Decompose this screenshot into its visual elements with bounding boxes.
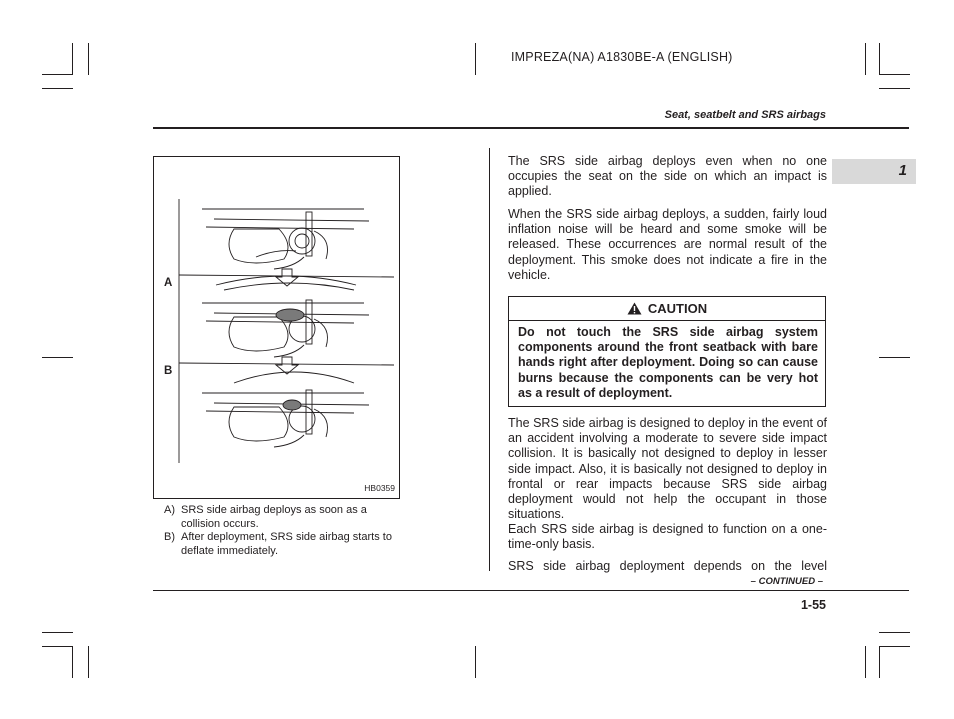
airbag-illustration [154, 157, 399, 498]
occupant-frame-1 [202, 209, 369, 269]
paragraph-1: The SRS side airbag deploys even when no one occupies the seat on the side on which an impact is applied. [508, 154, 827, 199]
caution-box [508, 296, 826, 407]
figure-code: HB0359 [364, 483, 395, 493]
caption-text: SRS side airbag deploys as soon as a collision occurs. [181, 504, 367, 530]
paragraph-4: Each SRS side airbag is designed to function on a one-time-only basis. [508, 522, 827, 552]
occupant-frame-2 [202, 276, 369, 357]
chapter-tab [832, 159, 916, 184]
caption-item [164, 531, 394, 558]
column-divider [489, 148, 490, 571]
header-rule [153, 127, 909, 129]
footer-rule [153, 590, 909, 591]
caution-title: CAUTION [647, 301, 708, 316]
figure-label-b: B [164, 365, 173, 377]
occupant-frame-3 [202, 372, 369, 447]
paragraph-3: The SRS side airbag is designed to deploy in the event of an accident involving a moderate to severe side impact collision. It is basically not designed to deploy in lesser side impact. Also, it is basically not designed to deploy in frontal or rear impacts because SRS side airbag deployment would not help the occupant in those situations. [508, 416, 827, 522]
warning-triangle-icon [627, 302, 642, 315]
chapter-number: 1 [898, 162, 907, 179]
airbag-deployment-figure [153, 156, 400, 499]
caption-key: B) [164, 531, 175, 543]
section-title: Seat, seatbelt and SRS airbags [664, 109, 826, 121]
continued-note: – CONTINUED – [750, 576, 823, 587]
arrow-2 [276, 357, 298, 374]
figure-captions [164, 504, 394, 558]
caption-text: After deployment, SRS side airbag starts to deflate immediately. [181, 531, 392, 557]
caution-text: Do not touch the SRS side airbag system components around the front seatback with bare hands right after deployment. Doing so can cause burns because the components can be very hot as a result of deployment. [518, 325, 818, 400]
paragraph-2: When the SRS side airbag deploys, a sudden, fairly loud inflation noise will be heard and some smoke will be released. These occurrences are normal result of the deployment. This smoke does not indicate a fire in the vehicle. [508, 207, 827, 282]
caution-header [509, 297, 825, 321]
caption-item [164, 504, 394, 531]
document-code: IMPREZA(NA) A1830BE-A (ENGLISH) [511, 50, 733, 64]
paragraph-5: SRS side airbag deployment depends on the level [508, 559, 827, 573]
caption-key: A) [164, 504, 175, 516]
page-number: 1-55 [800, 598, 826, 612]
figure-label-a: A [164, 277, 173, 289]
